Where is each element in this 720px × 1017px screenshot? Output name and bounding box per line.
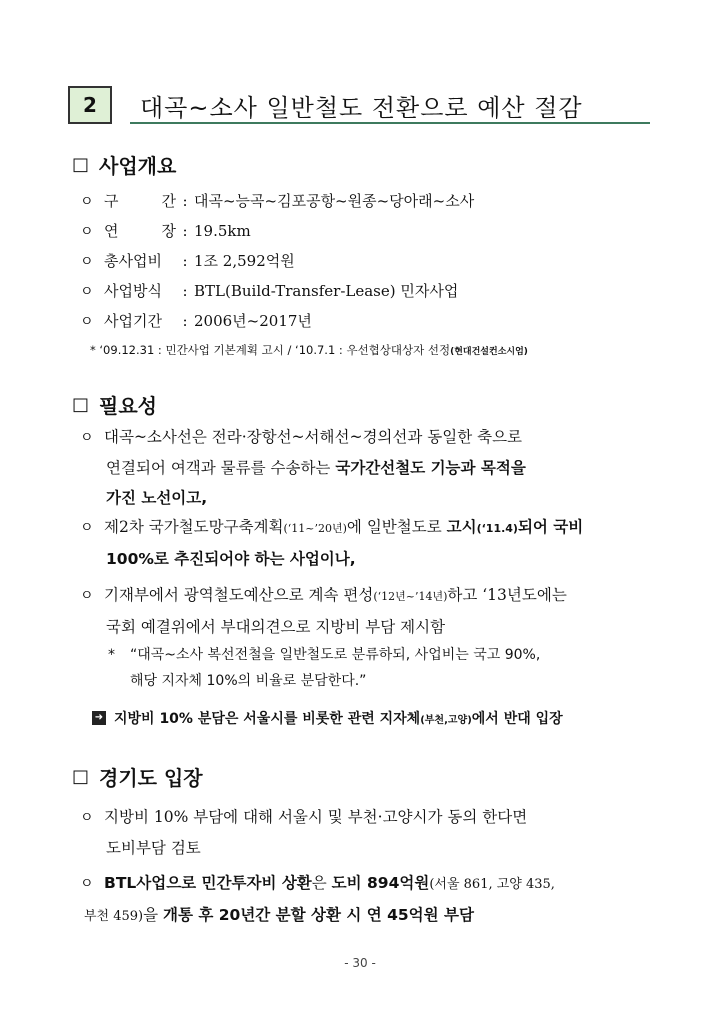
item-text: 연결되어 여객과 물류를 수송하는 [106, 459, 336, 477]
circle-bullet-icon: ㅇ [80, 254, 94, 270]
row-value: 1조 2,592억원 [194, 252, 295, 270]
circle-bullet-icon: ㅇ [80, 224, 94, 240]
gyeonggi-item-2 [80, 868, 650, 932]
item-text-bold: 개통 후 20년간 분할 상환 시 연 45억원 부담 [163, 906, 474, 924]
row-label: 구 간 [104, 192, 176, 210]
row-value: 2006년~2017년 [194, 312, 312, 330]
gyeonggi-heading-text: 경기도 입장 [99, 766, 203, 790]
section-number-badge: 2 [68, 86, 112, 124]
item-text: 지방비 10% 부담에 대해 서울시 및 부천·고양시가 동의 한다면 [104, 808, 528, 826]
circle-bullet-icon: ㅇ [80, 194, 94, 210]
page-number: - 30 - [344, 956, 376, 970]
row-colon: : [182, 252, 188, 270]
row-colon: : [182, 222, 188, 240]
circle-bullet-icon: ㅇ [80, 430, 94, 446]
item-text-bold: BTL사업으로 민간투자비 상환 [104, 874, 312, 892]
circle-bullet-icon: ㅇ [80, 284, 94, 300]
gyeonggi-item-1 [80, 802, 650, 863]
overview-footnote [90, 342, 528, 358]
quote-star: * [108, 647, 115, 663]
checkbox-square-icon: □ [72, 154, 90, 175]
overview-heading-text: 사업개요 [99, 154, 177, 178]
row-value: BTL(Build-Transfer-Lease) 민자사업 [194, 282, 459, 300]
row-value: 19.5km [194, 222, 251, 240]
necessity-heading-text: 필요성 [99, 394, 157, 418]
item-text-bold: 100%로 추진되어야 하는 사업이나, [106, 550, 356, 568]
footnote-company: (현대건설컨소시엄) [450, 347, 528, 357]
overview-row-section [80, 190, 474, 211]
checkbox-square-icon: □ [72, 766, 90, 787]
row-colon: : [182, 192, 188, 210]
item-text: 국회 예결위에서 부대의견으로 지방비 부담 제시함 [106, 618, 446, 636]
overview-row-method [80, 280, 458, 301]
item-text: 은 [311, 874, 332, 892]
page-title: 대곡~소사 일반철도 전환으로 예산 절감 [140, 94, 583, 122]
quote-block [108, 642, 648, 694]
item-text: 대곡~소사선은 전라·장항선~서해선~경의선과 동일한 축으로 [104, 428, 523, 446]
footnote-text: * ‘09.12.31 : 민간사업 기본계획 고시 / ‘10.7.1 : 우선협상대상자 선정 [90, 343, 451, 357]
item-text: 에 일반철도로 [346, 518, 447, 536]
overview-row-period [80, 310, 312, 331]
item-small-text: (‘12년~’14년) [373, 590, 448, 603]
item-text: 기재부에서 광역철도예산으로 계속 편성 [104, 586, 374, 604]
row-colon: : [182, 282, 188, 300]
item-small-text: (‘11~’20년) [283, 522, 347, 535]
circle-bullet-icon: ㅇ [80, 876, 94, 892]
item-text: 제2차 국가철도망구축계획 [104, 518, 284, 536]
necessity-item-2 [80, 512, 650, 574]
item-text-bold: 고시 [446, 518, 477, 536]
item-text-bold: 가진 노선이고, [106, 489, 208, 507]
necessity-heading [72, 390, 157, 419]
item-text: 하고 ‘13년도에는 [447, 586, 567, 604]
row-label: 연 장 [104, 222, 176, 240]
necessity-item-3 [80, 580, 650, 642]
quote-text: “대곡~소사 복선전철을 일반철도로 분류하되, 사업비는 국고 90%, [130, 647, 541, 663]
item-small-text: (‘11.4) [476, 522, 518, 535]
conclusion-small-text: (부천,고양) [420, 714, 472, 726]
row-value: 대곡~능곡~김포공항~원종~당아래~소사 [194, 192, 475, 210]
conclusion-line [92, 708, 563, 728]
arrow-right-icon: ➜ [92, 711, 106, 725]
item-text: 도비부담 검토 [106, 839, 201, 857]
conclusion-text: 지방비 10% 분담은 서울시를 비롯한 관련 지자체 [114, 711, 421, 727]
circle-bullet-icon: ㅇ [80, 810, 94, 826]
row-label: 총사업비 [104, 252, 162, 270]
item-text-bold: 국가간선철도 기능과 목적을 [335, 459, 526, 477]
quote-text: 해당 지자체 10%의 비율로 분담한다.” [130, 673, 367, 689]
necessity-item-1 [80, 422, 650, 513]
checkbox-square-icon: □ [72, 394, 90, 415]
circle-bullet-icon: ㅇ [80, 588, 94, 604]
item-small-text: (서울 861, 고양 435, [429, 877, 555, 892]
row-label: 사업방식 [104, 282, 162, 300]
overview-heading [72, 150, 176, 179]
overview-row-length [80, 220, 251, 241]
item-text: 을 [143, 906, 164, 924]
conclusion-text: 에서 반대 입장 [471, 711, 563, 727]
overview-row-cost [80, 250, 295, 271]
item-text-bold: 도비 894억원 [331, 874, 430, 892]
row-label: 사업기간 [104, 312, 162, 330]
circle-bullet-icon: ㅇ [80, 520, 94, 536]
item-text-bold: 되어 국비 [517, 518, 584, 536]
row-colon: : [182, 312, 188, 330]
title-underline [130, 122, 650, 124]
gyeonggi-heading [72, 762, 203, 791]
circle-bullet-icon: ㅇ [80, 314, 94, 330]
item-small-text: 부천 459) [84, 909, 144, 924]
